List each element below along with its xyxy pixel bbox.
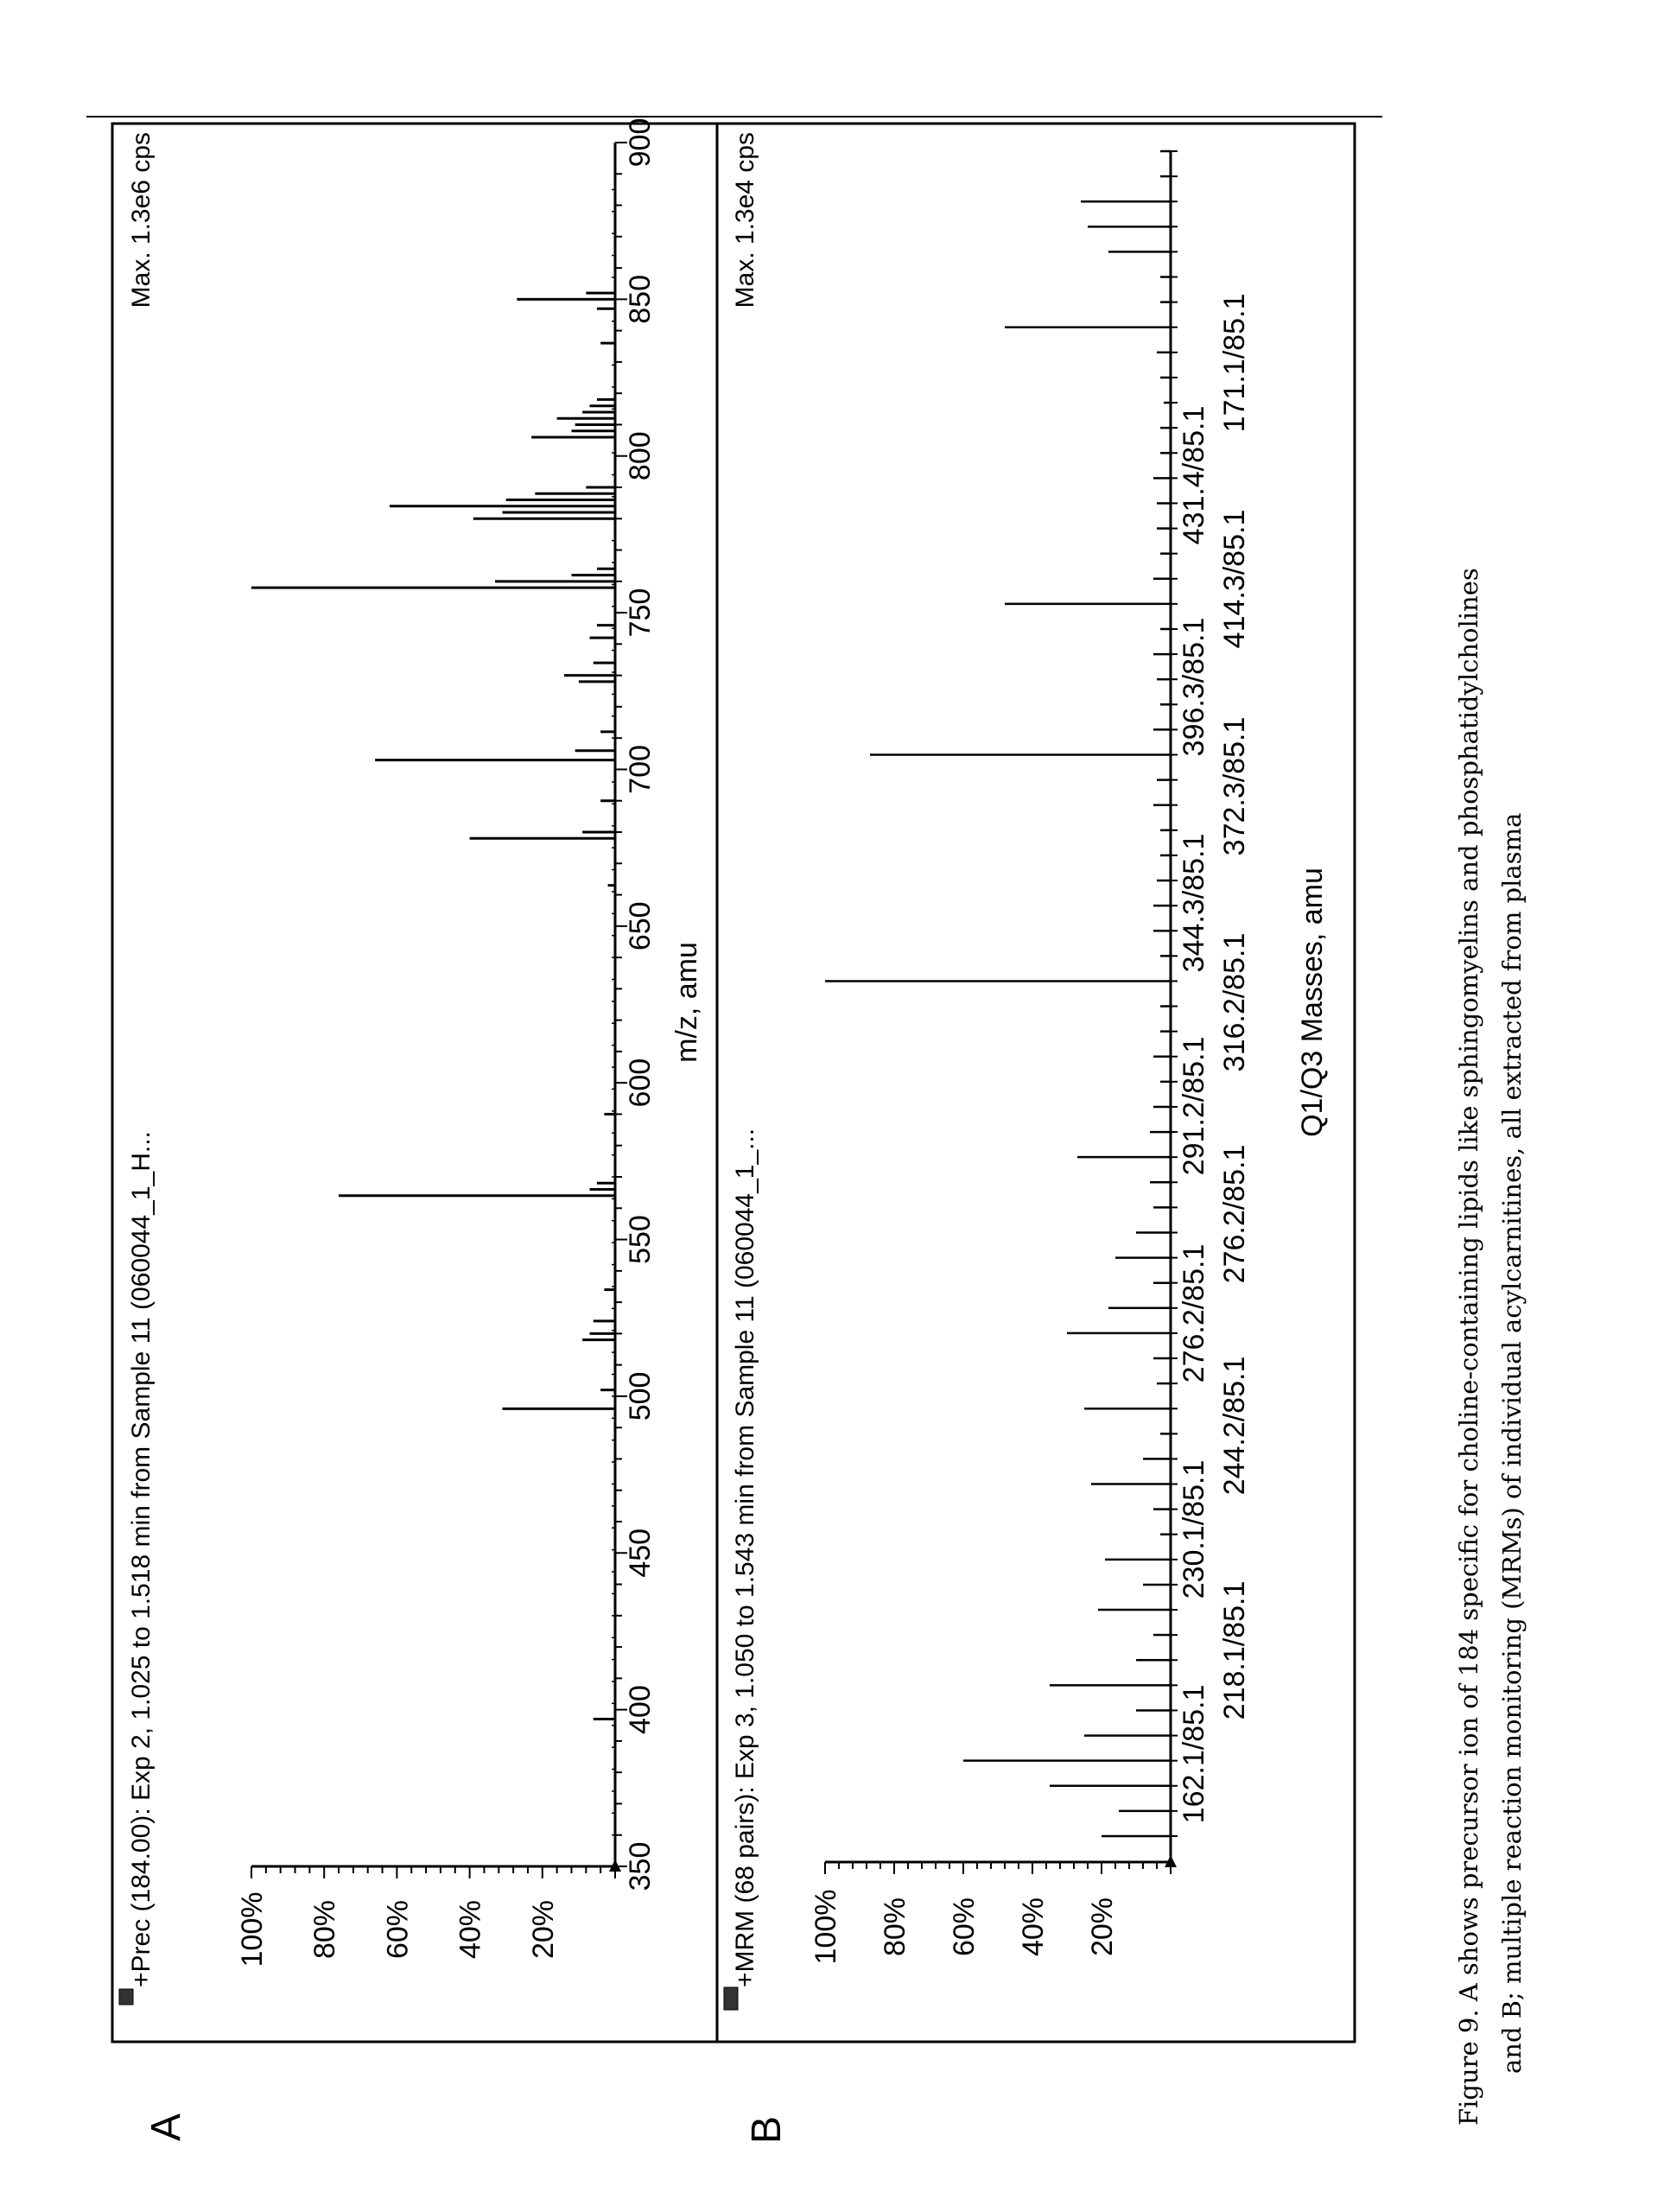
panel-a-y-tick-label: 40% (454, 1899, 487, 1960)
panel-a-y-tick-label: 60% (381, 1899, 415, 1960)
panel-b-x-label-upper: 276.2/85.1 (1178, 1243, 1210, 1383)
panel-a-x-tick-label: 650 (624, 901, 657, 951)
panel-a-y-tick-label: 100% (236, 1891, 269, 1967)
panel-b-x-label-upper: 230.1/85.1 (1178, 1459, 1210, 1599)
panel-a-y-tick-label: 20% (526, 1899, 560, 1960)
panel-a-x-tick-label: 450 (624, 1528, 657, 1578)
panel-b-y-axis (810, 1862, 1171, 1964)
panel-a-x-axis (609, 118, 657, 1891)
panel-a-x-tick-label: 700 (624, 745, 657, 794)
panel-a-y-axis (236, 1866, 615, 1967)
panel-b-x-label-lower: 316.2/85.1 (1218, 932, 1251, 1072)
panel-b-y-tick-label: 20% (1086, 1897, 1119, 1957)
caption-line-1: Figure 9. A shows precursor ion of 184 specific for choline-containing lipids like sphingomyelins and phosphatidylcholines (1454, 568, 1483, 2126)
panel-b-max-label: Max. 1.3e4 cps (731, 132, 759, 308)
panel-a-y-tick-label: 80% (308, 1899, 342, 1960)
panel-a-x-tick-label: 900 (624, 118, 657, 168)
panel-a-x-tick-label: 850 (624, 274, 657, 324)
panel-a-letter: A (143, 2113, 189, 2142)
panel-b-x-label-lower: 244.2/85.1 (1218, 1356, 1251, 1496)
panel-a-x-tick-label: 750 (624, 588, 657, 638)
panel-b-x-axis-label: Q1/Q3 Masses, amu (1296, 868, 1329, 1137)
panel-b-legend-icon (724, 1987, 738, 2010)
panel-b-x-label-upper: 431.4/85.1 (1178, 405, 1210, 545)
panel-b-x-label-upper: 396.3/85.1 (1178, 617, 1210, 757)
panel-a-x-tick-label: 500 (624, 1371, 657, 1421)
panel-a-x-tick-label: 800 (624, 431, 657, 481)
panel-b-y-tick-label: 100% (810, 1889, 842, 1965)
caption-line-2: and B; multiple reaction monitoring (MRMs) of individual acylcarnitines, all extracted from plasma (1497, 812, 1527, 2074)
panel-a-x-tick-label: 400 (624, 1685, 657, 1735)
panel-b-mrm-bars (825, 151, 1171, 1836)
panel-b-x-label-lower: 218.1/85.1 (1218, 1580, 1251, 1720)
panel-a-title: +Prec (184.00): Exp 2, 1.025 to 1.518 min from Sample 11 (060044_1_H... (127, 1131, 156, 1987)
panel-b-x-label-lower: 372.3/85.1 (1218, 716, 1251, 856)
panel-b-x-label-upper: 344.3/85.1 (1178, 833, 1210, 973)
panel-b-title: +MRM (68 pairs): Exp 3, 1.050 to 1.543 min from Sample 11 (060044_1_... (731, 1128, 759, 1987)
panel-b-x-label-lower: 414.3/85.1 (1218, 509, 1251, 649)
panel-a-x-tick-label: 350 (624, 1841, 657, 1891)
panel-b-y-tick-label: 40% (1017, 1897, 1050, 1957)
panel-b-x-label-lower: 276.2/85.1 (1218, 1144, 1251, 1284)
panel-b-x-label-upper: 162.1/85.1 (1178, 1684, 1210, 1824)
panel-b-frame (717, 124, 1355, 2042)
panel-a (112, 118, 717, 2042)
panel-a-x-axis-label: m/z, amu (670, 942, 703, 1063)
panel-b-x-labels (1178, 294, 1251, 1824)
panel-b-y-tick-label: 60% (948, 1897, 981, 1957)
panel-a-legend-icon (119, 1989, 133, 2005)
panel-b (717, 124, 1355, 2042)
panel-a-max-label: Max. 1.3e6 cps (127, 132, 156, 308)
panel-b-y-tick-label: 80% (879, 1897, 911, 1957)
panel-a-x-tick-label: 600 (624, 1058, 657, 1108)
panel-a-spectrum (251, 189, 615, 1834)
panel-b-x-label-lower: 171.1/85.1 (1218, 293, 1251, 433)
panel-b-letter: B (744, 2115, 790, 2145)
panel-b-x-label-upper: 291.2/85.1 (1178, 1036, 1210, 1176)
panel-a-x-tick-label: 550 (624, 1215, 657, 1264)
